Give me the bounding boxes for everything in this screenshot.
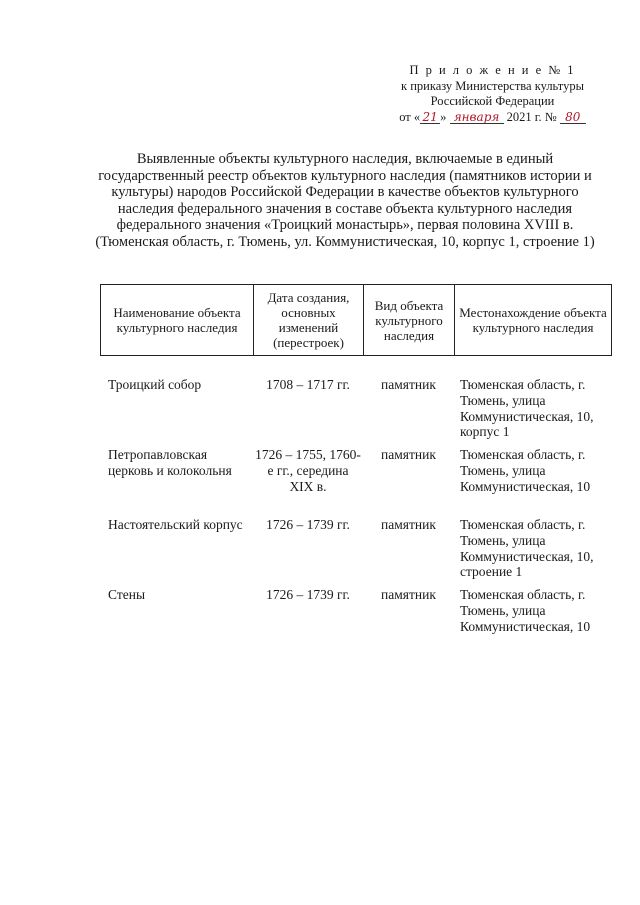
cell-location: Тюменская область, г. Тюмень, улица Коммунистическая, 10, корпус 1 bbox=[460, 377, 594, 440]
appendix-block bbox=[390, 63, 595, 125]
objects-table bbox=[100, 377, 611, 657]
appendix-date-line bbox=[390, 110, 595, 126]
cell-date: 1708 – 1717 гг. bbox=[266, 377, 350, 392]
table-row bbox=[100, 447, 611, 517]
cell-location: Тюменская область, г. Тюмень, улица Коммунистическая, 10, строение 1 bbox=[460, 517, 594, 580]
appendix-line-order: к приказу Министерства культуры bbox=[401, 78, 584, 93]
table-header bbox=[100, 284, 612, 356]
appendix-title: П р и л о ж е н и е № 1 bbox=[409, 63, 576, 77]
cell-kind: памятник bbox=[381, 587, 436, 602]
header-name: Наименование объекта культурного наследия bbox=[101, 285, 254, 356]
handwritten-month: января bbox=[450, 111, 504, 124]
handwritten-order-number: 80 bbox=[560, 111, 586, 124]
table-row bbox=[100, 517, 611, 587]
cell-date: 1726 – 1739 гг. bbox=[266, 517, 350, 532]
header-date: Дата создания, основных изменений (перестроек) bbox=[254, 285, 364, 356]
cell-location: Тюменская область, г. Тюмень, улица Коммунистическая, 10 bbox=[460, 587, 591, 634]
cell-name: Настоятельский корпус bbox=[108, 517, 243, 532]
cell-date: 1726 – 1739 гг. bbox=[266, 587, 350, 602]
cell-name: Троицкий собор bbox=[108, 377, 202, 392]
document-heading: Выявленные объекты культурного наследия, включаемые в единый государственный реестр объектов культурного наследия (памятников истории и культуры) народов Российской Федерации в качестве объектов культурного наследия федерального значения в составе объекта культурного наследия федерального значения «Троицкий монастырь», первая половина XVIII в. (Тюменская область, г. Тюмень, ул. Коммунистическая, 10, корпус 1, строение 1) bbox=[95, 151, 595, 250]
cell-name: Стены bbox=[108, 587, 146, 602]
cell-location: Тюменская область, г. Тюмень, улица Коммунистическая, 10 bbox=[460, 447, 591, 494]
header-kind: Вид объекта культурного наследия bbox=[364, 285, 455, 356]
date-year: 2021 г. № bbox=[506, 109, 557, 124]
cell-kind: памятник bbox=[381, 517, 436, 532]
cell-name: Петропавловская церковь и колокольня bbox=[108, 447, 232, 478]
table-row bbox=[100, 587, 611, 657]
date-prefix: от « bbox=[399, 109, 421, 124]
appendix-line-ministry: Российской Федерации bbox=[430, 94, 555, 108]
cell-kind: памятник bbox=[381, 447, 436, 462]
handwritten-day: 21 bbox=[420, 111, 440, 124]
cell-date: 1726 – 1755, 1760-е гг., середина XIX в. bbox=[255, 447, 361, 494]
table-row bbox=[100, 377, 611, 447]
cell-kind: памятник bbox=[381, 377, 436, 392]
header-location: Местонахождение объекта культурного наследия bbox=[455, 285, 612, 356]
date-separator: » bbox=[440, 109, 447, 124]
